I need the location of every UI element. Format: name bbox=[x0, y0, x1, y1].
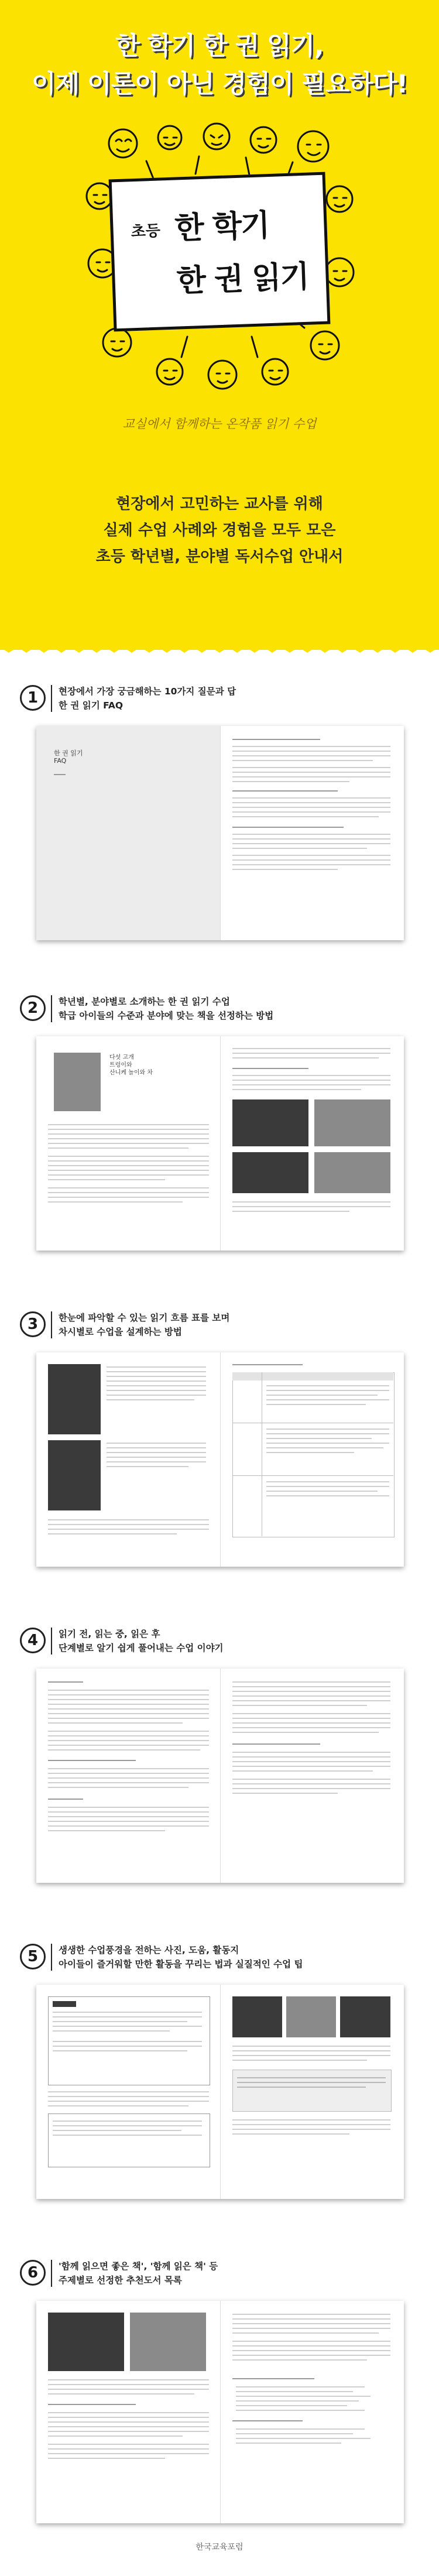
hero-headline-1: 한 학기 한 권 읽기, bbox=[115, 32, 324, 61]
class-photo bbox=[340, 1996, 390, 2037]
illustration-image bbox=[314, 1152, 390, 1193]
section-divider bbox=[51, 685, 52, 712]
spread-right-page bbox=[220, 1352, 404, 1567]
section-title-1: 읽기 전, 읽는 중, 읽은 후 bbox=[59, 1629, 160, 1639]
spread-left-page bbox=[36, 1036, 220, 1251]
tip-box bbox=[232, 2070, 392, 2112]
illustration-image bbox=[314, 1099, 390, 1146]
book-cover-image bbox=[48, 1364, 101, 1434]
book-cover-image bbox=[54, 1053, 101, 1111]
section-divider bbox=[51, 1311, 52, 1338]
zigzag-divider bbox=[0, 641, 439, 653]
section-title-1: 한눈에 파악할 수 있는 읽기 흐름 표를 보며 bbox=[59, 1313, 230, 1323]
section-title-2: 주제별로 선정한 추천도서 목록 bbox=[59, 2275, 182, 2286]
cover-title-box bbox=[109, 172, 331, 332]
book-cover-image bbox=[48, 2313, 124, 2371]
book-spread-reading-flow bbox=[36, 1352, 404, 1567]
book-spread-reading-list bbox=[36, 2301, 404, 2523]
spread-right-page bbox=[220, 2301, 404, 2523]
spread-left-page bbox=[36, 726, 220, 940]
section-number-badge: 3 bbox=[20, 1311, 46, 1337]
section-title-2: 단계별로 알기 쉽게 풀어내는 수업 이야기 bbox=[59, 1643, 224, 1653]
section-title-2: 차시별로 수업을 설계하는 방법 bbox=[59, 1327, 182, 1337]
hero-subline-2: 실제 수업 사례와 경험을 모두 모은 bbox=[103, 522, 336, 539]
section-title-2: 아이들이 즐거워할 만한 활동을 꾸리는 법과 실질적인 수업 팁 bbox=[59, 1959, 303, 1969]
book-spread-lesson-story bbox=[36, 1669, 404, 1883]
class-photo bbox=[232, 1996, 282, 2037]
reading-flow-table bbox=[232, 1372, 395, 1537]
illustration-image bbox=[232, 1099, 308, 1146]
spread-left-page bbox=[36, 1352, 220, 1567]
section-number-badge: 5 bbox=[20, 1944, 46, 1969]
section-number-badge: 6 bbox=[20, 2260, 46, 2286]
section-number-badge: 2 bbox=[20, 995, 46, 1021]
hero-subline-3: 초등 학년별, 분야별 독서수업 안내서 bbox=[95, 548, 344, 566]
illustration-image bbox=[232, 1152, 308, 1193]
spread-left-page bbox=[36, 2301, 220, 2523]
cover-tag: 초등 bbox=[131, 222, 161, 241]
book-cover-image bbox=[48, 1440, 101, 1510]
book-cover-image bbox=[130, 2313, 206, 2371]
section-title-1: '함께 읽으면 좋은 책', '함께 읽은 책' 등 bbox=[59, 2261, 218, 2272]
spread-left-page bbox=[36, 1985, 220, 2199]
section-number-badge: 1 bbox=[20, 685, 46, 711]
section-title-2: 학급 아이들의 수준과 분야에 맞는 책을 선정하는 방법 bbox=[59, 1010, 274, 1021]
spread-right-page bbox=[220, 1669, 404, 1883]
spread-right-page bbox=[220, 726, 404, 940]
cover-script-line: 교실에서 함께하는 온작품 읽기 수업 bbox=[122, 417, 317, 431]
book-spread-faq bbox=[36, 726, 404, 940]
faq-page-label: 한 권 읽기 FAQ bbox=[54, 749, 83, 765]
section-divider bbox=[51, 2260, 52, 2287]
spread-left-page bbox=[36, 1669, 220, 1883]
section-title-1: 현장에서 가장 궁금해하는 10가지 질문과 답 bbox=[59, 686, 236, 697]
section-divider bbox=[51, 995, 52, 1022]
section-divider bbox=[51, 1944, 52, 1971]
book-spread-book-selection bbox=[36, 1036, 404, 1251]
spread-right-page bbox=[220, 1036, 404, 1251]
section-title-2: 한 권 읽기 FAQ bbox=[59, 700, 124, 711]
spread-right-page bbox=[220, 1985, 404, 2199]
hero-headline-2: 이제 이론이 아닌 경험이 필요하다! bbox=[31, 70, 408, 99]
class-photo bbox=[286, 1996, 336, 2037]
book-spread-activity-tips bbox=[36, 1985, 404, 2199]
hero-subline-1: 현장에서 고민하는 교사를 위해 bbox=[116, 495, 323, 513]
section-title-1: 생생한 수업풍경을 전하는 사진, 도움, 활동지 bbox=[59, 1945, 239, 1955]
hero-banner bbox=[0, 0, 439, 650]
book-title-label: 다섯 고개 트렁이와 산니케 놀이와 차 bbox=[109, 1054, 153, 1076]
section-title-1: 학년별, 분야별로 소개하는 한 권 읽기 수업 bbox=[59, 996, 230, 1007]
cover-title-1: 한 학기 bbox=[174, 208, 270, 246]
publisher-logo: 한국교육포럼 bbox=[196, 2543, 243, 2552]
section-number-badge: 4 bbox=[20, 1628, 46, 1653]
section-divider bbox=[51, 1628, 52, 1654]
cover-title-2: 한 권 읽기 bbox=[176, 259, 309, 299]
